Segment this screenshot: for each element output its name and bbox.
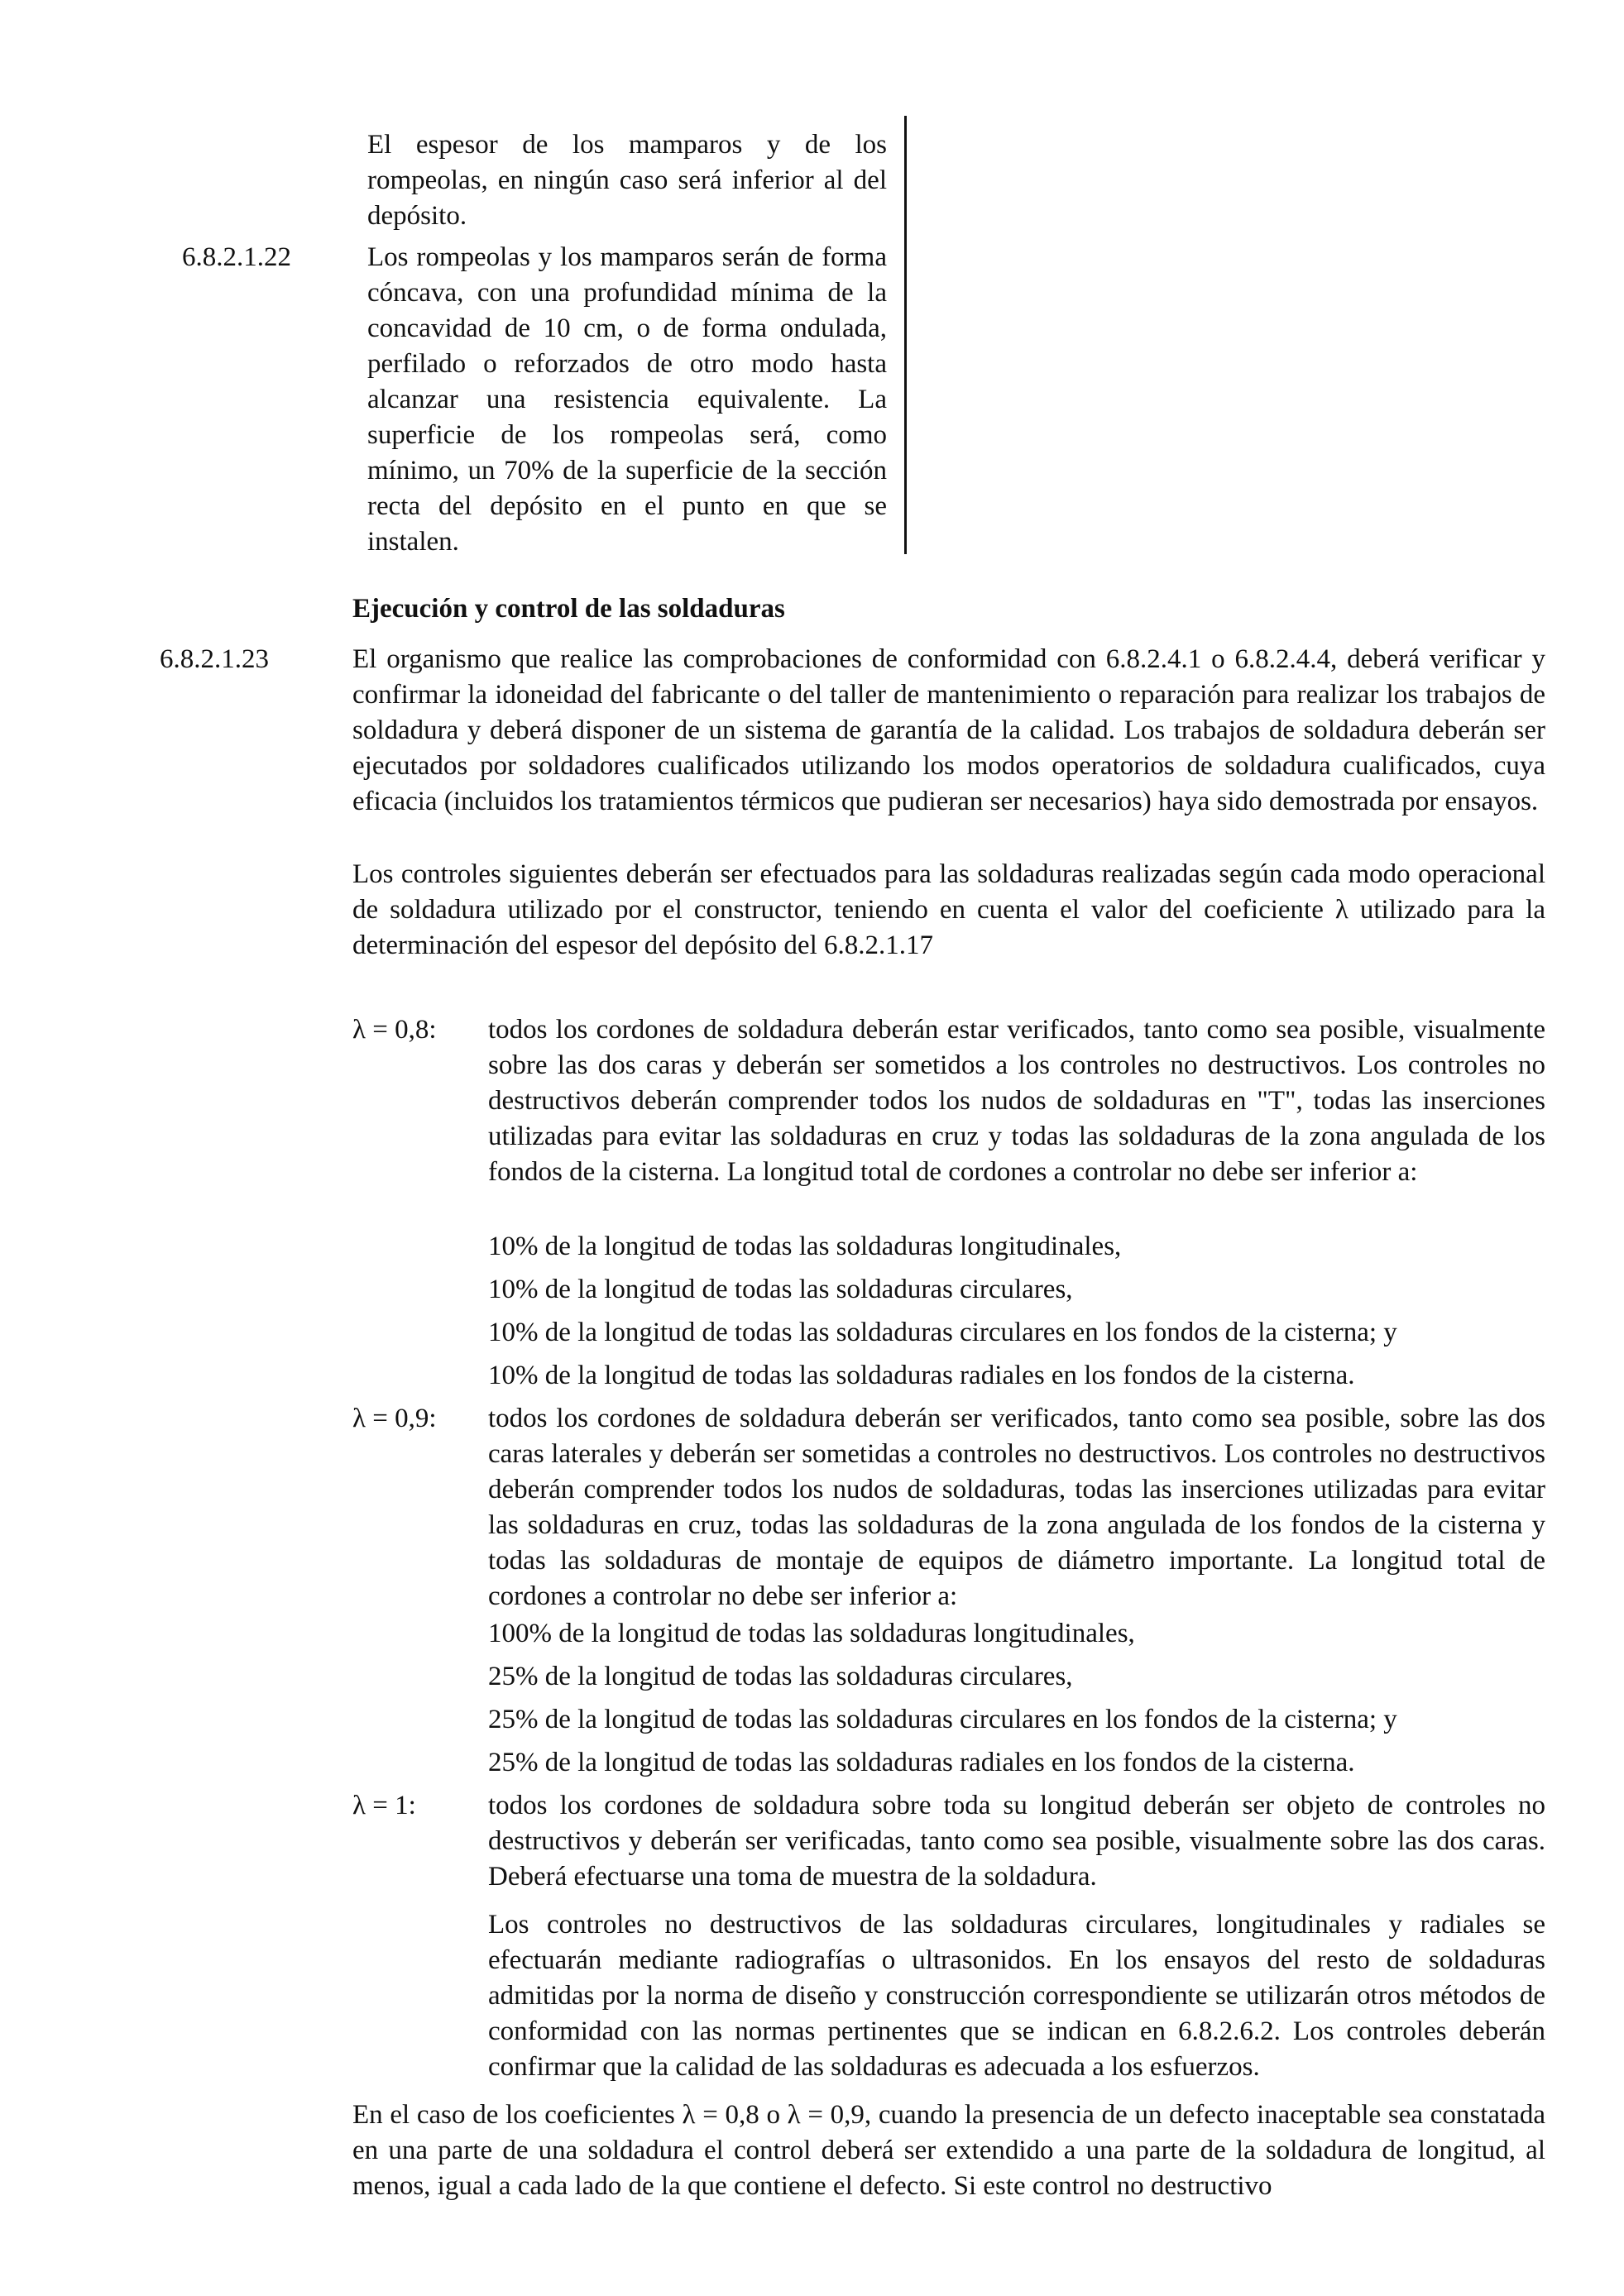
lambda-0-9-text: todos los cordones de soldadura deberán ser verificados, tanto como sea posible, sobre las dos caras laterales y deberán ser sometidas a controles no destructivos. Los controles no destructivos deberán comprender todos los nudos de soldaduras, todas las inserciones utilizadas para evitar las soldaduras en cruz, todas las soldaduras de la zona angulada de los fondos de la cisterna y todas las soldaduras de montaje de equipos de diámetro importante. La longitud total de cordones a controlar no debe ser inferior a:: [488, 1404, 1545, 1611]
change-bar: [904, 116, 907, 554]
welding-organism-paragraph: El organismo que realice las comprobaciones de conformidad con 6.8.2.4.1 o 6.8.2.4.4, deberá verificar y confirmar la idoneidad del fabricante o del taller de mantenimiento o reparación para realizar los trabajos de soldadura y deberá disponer de un sistema de garantía de la calidad. Los trabajos de soldadura deberán ser ejecutados por soldadores cualificados utilizando los modos operatorios de soldadura cualificados, cuya eficacia (incluidos los tratamientos térmicos que pudieran ser necesarios) haya sido demostrada por ensayos.: [352, 644, 1545, 816]
list-item: 25% de la longitud de todas las soldaduras circulares,: [488, 1662, 1073, 1691]
lambda-1-label: λ = 1:: [352, 1791, 416, 1820]
lambda-0-8-list: [488, 1229, 1397, 1401]
surge-plates-paragraph: Los rompeolas y los mamparos serán de forma cóncava, con una profundidad mínima de la concavidad de 10 cm, o de forma ondulada, perfilado o reforzados de otro modo hasta alcanzar una resistencia equivalente. La superficie de los rompeolas será, como mínimo, un 70% de la superficie de la sección recta del depósito en el punto en que se instalen.: [367, 242, 887, 557]
list-item: 10% de la longitud de todas las soldaduras circulares en los fondos de la cisterna; y: [488, 1318, 1397, 1347]
lambda-1-text-2: Los controles no destructivos de las soldaduras circulares, longitudinales y radiales se efectuarán mediante radiografías o ultrasonidos. En los ensayos del resto de soldaduras admitidas por la norma de diseño y construcción correspondiente se utilizarán otros métodos de conformidad con las normas pertinentes que se indican en 6.8.2.6.2. Los controles deberán confirmar que la calidad de las soldaduras es adecuada a los esfuerzos.: [488, 1910, 1545, 2082]
section-number-6-8-2-1-23: 6.8.2.1.23: [160, 644, 269, 674]
lambda-0-8-label: λ = 0,8:: [352, 1015, 437, 1045]
lambda-1-text: todos los cordones de soldadura sobre toda su longitud deberán ser objeto de controles no destructivos y deberán ser verificadas, tanto como sea posible, visualmente sobre las dos caras. Deberá efectuarse una toma de muestra de la soldadura.: [488, 1791, 1545, 1892]
list-item: 10% de la longitud de todas las soldaduras radiales en los fondos de la cisterna.: [488, 1361, 1355, 1390]
list-item: 100% de la longitud de todas las soldaduras longitudinales,: [488, 1619, 1135, 1648]
list-item: 25% de la longitud de todas las soldaduras circulares en los fondos de la cisterna; y: [488, 1705, 1397, 1734]
closing-paragraph: En el caso de los coeficientes λ = 0,8 o λ = 0,9, cuando la presencia de un defecto inaceptable sea constatada en una parte de una soldadura el control deberá ser extendido a una parte de la soldadura de longitud, al menos, igual a cada lado de la que contiene el defecto. Si este control no destructivo: [352, 2100, 1545, 2201]
section-number-6-8-2-1-22: 6.8.2.1.22: [182, 242, 291, 272]
lambda-0-9-label: λ = 0,9:: [352, 1404, 437, 1433]
welding-controls-intro-paragraph: Los controles siguientes deberán ser efectuados para las soldaduras realizadas según cada modo operacional de soldadura utilizado por el constructor, teniendo en cuenta el valor del coeficiente λ utilizado para la determinación del espesor del depósito del 6.8.2.1.17: [352, 859, 1545, 960]
bulkhead-thickness-paragraph: El espesor de los mamparos y de los rompeolas, en ningún caso será inferior al del depósito.: [367, 130, 887, 231]
section-heading: Ejecución y control de las soldaduras: [352, 594, 785, 624]
lambda-0-8-text: todos los cordones de soldadura deberán estar verificados, tanto como sea posible, visualmente sobre las dos caras y deberán ser sometidos a los controles no destructivos. Los controles no destructivos deberán comprender todos los nudos de soldaduras en "T", todas las inserciones utilizadas para evitar las soldaduras en cruz y todas las soldaduras de la zona angulada de los fondos de la cisterna. La longitud total de cordones a controlar no debe ser inferior a:: [488, 1015, 1545, 1187]
lambda-0-9-list: [488, 1616, 1397, 1788]
list-item: 10% de la longitud de todas las soldaduras longitudinales,: [488, 1232, 1122, 1261]
list-item: 10% de la longitud de todas las soldaduras circulares,: [488, 1275, 1073, 1304]
list-item: 25% de la longitud de todas las soldaduras radiales en los fondos de la cisterna.: [488, 1748, 1355, 1777]
